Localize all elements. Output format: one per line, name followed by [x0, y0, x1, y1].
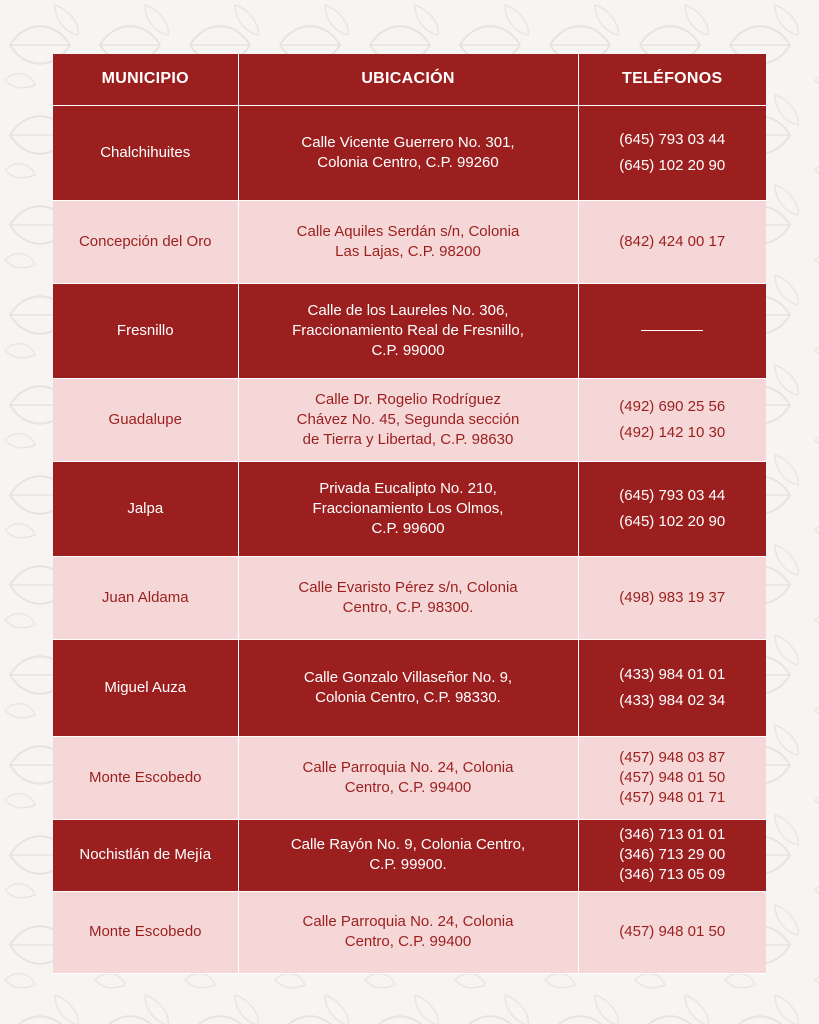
- phone-number[interactable]: (492) 690 25 56: [619, 397, 726, 415]
- address-line: Calle Evaristo Pérez s/n, Colonia: [298, 578, 518, 596]
- phone-number[interactable]: (645) 793 03 44: [619, 130, 726, 148]
- address-line: Calle de los Laureles No. 306,: [307, 301, 509, 319]
- cell-telefonos: [578, 105, 766, 200]
- address-line: Colonia Centro, C.P. 98330.: [315, 688, 501, 706]
- phone-number[interactable]: (498) 983 19 37: [619, 588, 726, 606]
- no-phone-dash: [641, 330, 703, 331]
- table-row: [53, 819, 766, 891]
- phone-list: [589, 397, 757, 443]
- address-line: Calle Aquiles Serdán s/n, Colonia: [296, 222, 520, 240]
- phone-number[interactable]: (457) 948 01 50: [619, 923, 726, 940]
- table-row: [53, 200, 766, 283]
- table-body: [53, 105, 766, 973]
- phone-number[interactable]: (346) 713 05 09: [619, 866, 726, 883]
- cell-municipio: Concepción del Oro: [53, 200, 238, 283]
- address-line: Calle Gonzalo Villaseñor No. 9,: [303, 668, 513, 686]
- phone-number[interactable]: (433) 984 02 34: [619, 691, 726, 709]
- phone-number[interactable]: (346) 713 29 00: [619, 846, 726, 863]
- address-line: de Tierra y Libertad, C.P. 98630: [302, 430, 514, 448]
- phone-number[interactable]: (645) 102 20 90: [619, 156, 726, 174]
- address-line: C.P. 99600: [371, 519, 445, 537]
- address-line: Fraccionamiento Los Olmos,: [312, 499, 504, 517]
- address-line: Centro, C.P. 98300.: [342, 598, 474, 616]
- table-row: [53, 891, 766, 973]
- municipality-offices-table: [53, 54, 766, 974]
- phone-list: [589, 130, 757, 176]
- table-row: [53, 461, 766, 556]
- phone-number[interactable]: (346) 713 01 01: [619, 826, 726, 843]
- address-line: Las Lajas, C.P. 98200: [335, 242, 481, 260]
- address-line: Centro, C.P. 99400: [344, 933, 472, 950]
- phone-number[interactable]: (645) 793 03 44: [619, 486, 726, 504]
- address-line: Centro, C.P. 99400: [344, 778, 472, 796]
- phone-list: [589, 588, 757, 608]
- address-line: Calle Parroquia No. 24, Colonia: [302, 758, 514, 776]
- municipality-offices-table-container: [53, 54, 766, 970]
- cell-telefonos: [578, 819, 766, 891]
- cell-telefonos: [578, 283, 766, 378]
- cell-telefonos: [578, 736, 766, 819]
- header-ubicacion: UBICACIÓN: [238, 54, 578, 105]
- header-municipio: MUNICIPIO: [53, 54, 238, 105]
- cell-municipio: Chalchihuites: [53, 105, 238, 200]
- address-line: Privada Eucalipto No. 210,: [319, 479, 497, 497]
- cell-ubicacion: [238, 736, 578, 819]
- address-line: Colonia Centro, C.P. 99260: [317, 153, 499, 171]
- cell-municipio: Monte Escobedo: [53, 891, 238, 973]
- table-row: [53, 639, 766, 736]
- cell-ubicacion: [238, 105, 578, 200]
- phone-list: [589, 232, 757, 252]
- cell-municipio: Miguel Auza: [53, 639, 238, 736]
- phone-list: [589, 486, 757, 532]
- cell-ubicacion: [238, 639, 578, 736]
- phone-number[interactable]: (457) 948 03 87: [619, 748, 726, 766]
- cell-ubicacion: [238, 891, 578, 973]
- cell-ubicacion: [238, 556, 578, 639]
- address-line: Chávez No. 45, Segunda sección: [296, 410, 520, 428]
- phone-list: [589, 825, 757, 885]
- cell-municipio: Fresnillo: [53, 283, 238, 378]
- cell-municipio: Monte Escobedo: [53, 736, 238, 819]
- address-line: C.P. 99000: [371, 341, 445, 359]
- table-row: [53, 736, 766, 819]
- cell-municipio: Juan Aldama: [53, 556, 238, 639]
- cell-ubicacion: [238, 378, 578, 461]
- cell-municipio: Jalpa: [53, 461, 238, 556]
- address-line: Calle Dr. Rogelio Rodríguez: [315, 390, 501, 408]
- table-row: [53, 556, 766, 639]
- cell-telefonos: [578, 461, 766, 556]
- phone-list: [589, 748, 757, 808]
- cell-ubicacion: [238, 283, 578, 378]
- table-header-row: [53, 54, 766, 105]
- cell-ubicacion: [238, 819, 578, 891]
- address-line: C.P. 99900.: [369, 856, 447, 873]
- phone-number[interactable]: (492) 142 10 30: [619, 423, 726, 441]
- address-line: Calle Parroquia No. 24, Colonia: [302, 913, 514, 930]
- cell-telefonos: [578, 556, 766, 639]
- header-telefonos: TELÉFONOS: [578, 54, 766, 105]
- address-line: Fraccionamiento Real de Fresnillo,: [292, 321, 524, 339]
- cell-ubicacion: [238, 461, 578, 556]
- cell-ubicacion: [238, 200, 578, 283]
- cell-telefonos: [578, 378, 766, 461]
- cell-telefonos: [578, 200, 766, 283]
- cell-telefonos: [578, 639, 766, 736]
- phone-number[interactable]: (457) 948 01 50: [619, 768, 726, 786]
- phone-number[interactable]: (645) 102 20 90: [619, 512, 726, 530]
- cell-municipio: Nochistlán de Mejía: [53, 819, 238, 891]
- phone-number[interactable]: (457) 948 01 71: [619, 788, 726, 806]
- cell-municipio: Guadalupe: [53, 378, 238, 461]
- phone-number[interactable]: (842) 424 00 17: [619, 232, 726, 250]
- phone-list: [589, 922, 757, 942]
- table-row: [53, 105, 766, 200]
- table-row: [53, 283, 766, 378]
- table-row: [53, 378, 766, 461]
- phone-number[interactable]: (433) 984 01 01: [619, 665, 726, 683]
- cell-telefonos: [578, 891, 766, 973]
- address-line: Calle Vicente Guerrero No. 301,: [301, 133, 515, 151]
- phone-list: [589, 665, 757, 711]
- address-line: Calle Rayón No. 9, Colonia Centro,: [290, 836, 526, 853]
